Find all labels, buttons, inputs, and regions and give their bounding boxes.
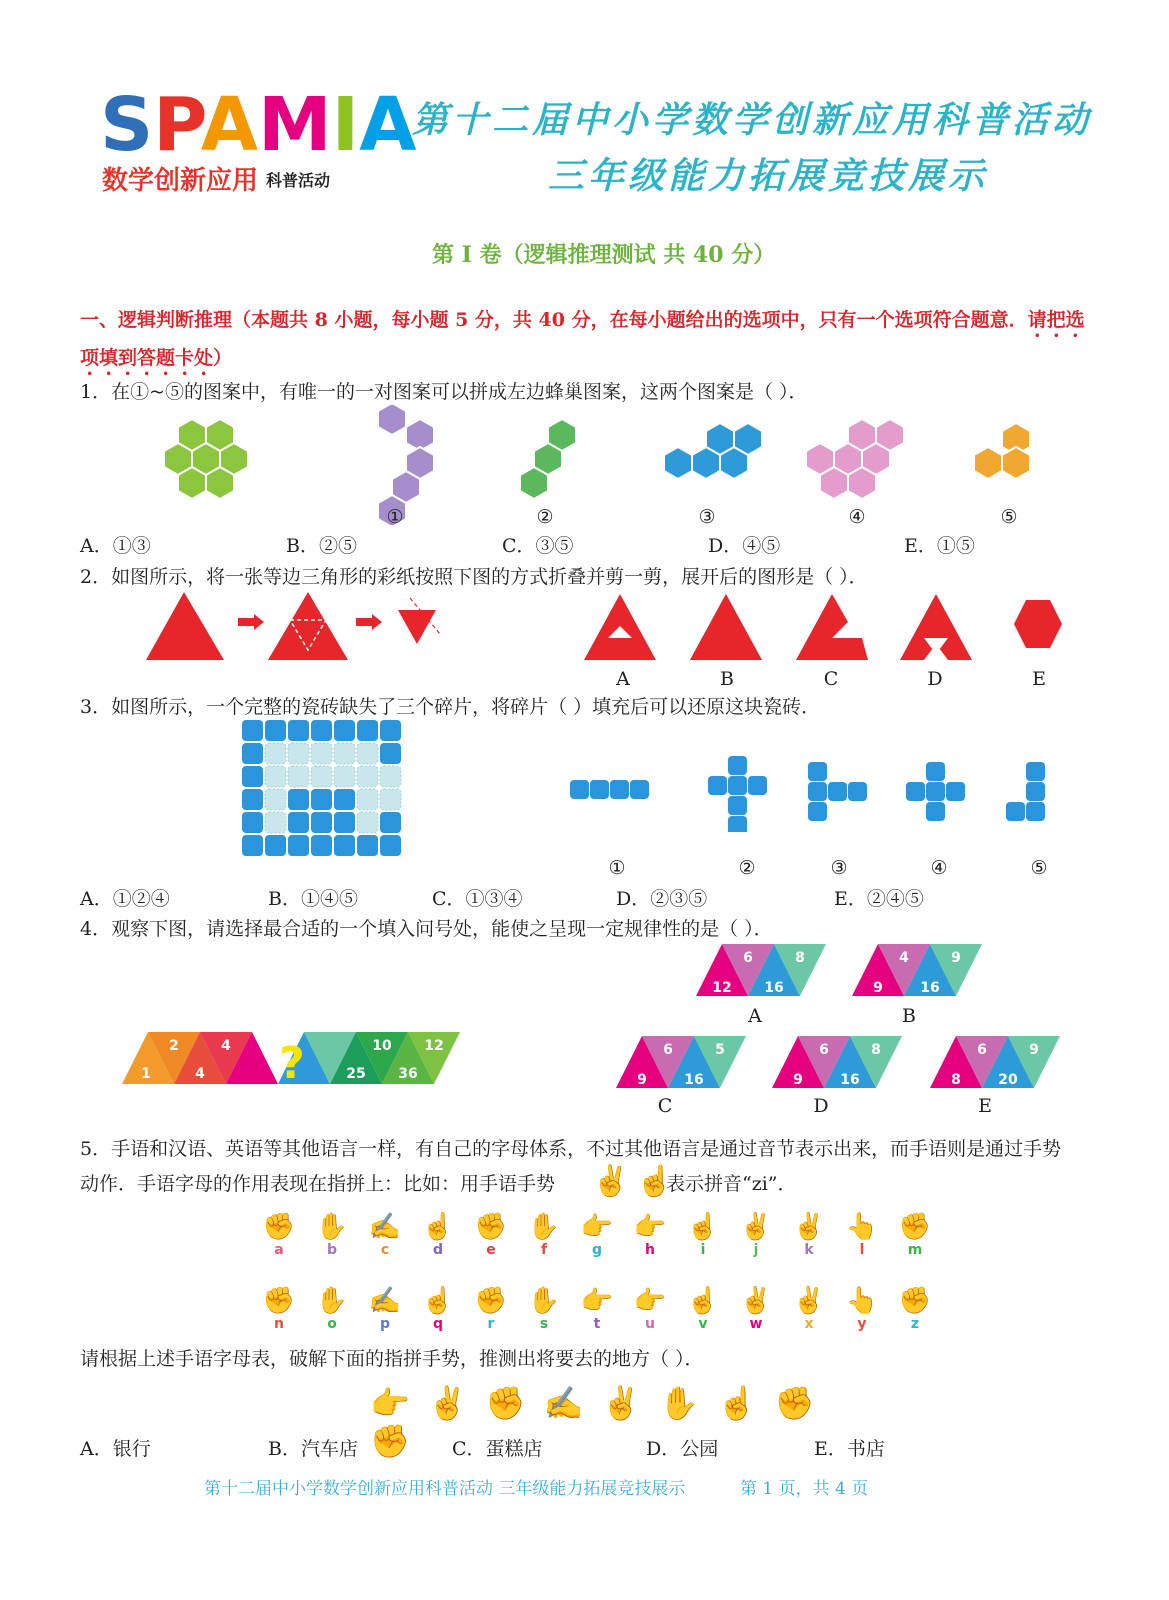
hand-letter-label: j <box>753 1242 759 1258</box>
q4-option-number: 12 <box>712 980 732 996</box>
q4-option-c-shape <box>616 1036 746 1088</box>
hand-letter-label: r <box>487 1316 495 1332</box>
hand-letter-l <box>845 1212 879 1258</box>
q4-option-number: 9 <box>951 950 961 966</box>
q4-label-e: E <box>978 1095 992 1117</box>
q5-text-2b: 表示拼音“zi”． <box>666 1173 797 1195</box>
tile-cell <box>334 766 355 787</box>
q4-option-number: 6 <box>743 950 753 966</box>
q1-option-b[interactable]: B．②⑤ <box>286 535 357 557</box>
q4-option-number: 8 <box>871 1042 881 1058</box>
hand-letter-c <box>368 1212 402 1258</box>
q5-option-b[interactable]: B．汽车店 <box>268 1438 358 1460</box>
q4-option-number: 16 <box>840 1072 860 1088</box>
q3-piece-3-shape <box>808 762 867 821</box>
hand-letter-label: q <box>432 1316 444 1332</box>
q1-label-3: ③ <box>698 506 716 528</box>
q2-text: 2．如图所示，将一张等边三角形的彩纸按照下图的方式折叠并剪一剪，展开后的图形是（ ）． <box>80 566 868 588</box>
hand-letter-label: y <box>857 1316 867 1332</box>
tile-cell <box>288 789 309 810</box>
q2-label-d: D <box>927 668 943 690</box>
hand-n-icon: ✍ <box>543 1384 602 1422</box>
q4-option-number: 9 <box>1029 1042 1039 1058</box>
hand-e-icon: ✊ <box>774 1384 833 1422</box>
hand-letter-x <box>792 1286 826 1332</box>
hand-letter-w <box>739 1286 773 1332</box>
hand-sign-icon: 👉 <box>633 1212 667 1242</box>
hand-sign-icon: ✌ <box>792 1286 826 1316</box>
page-title-line1: 第十二届中小学数学创新应用科普活动 <box>412 99 1093 141</box>
part-heading-emph1: 请把选 <box>1027 309 1085 331</box>
hand-letter-j <box>739 1212 773 1258</box>
hand-letter-y <box>845 1286 879 1332</box>
q2-option-e-shape <box>1014 600 1062 648</box>
q3-tile-figure <box>240 718 404 858</box>
hand-sign-icon: ✊ <box>898 1286 932 1316</box>
hand-letter-i <box>686 1212 720 1258</box>
q3-text: 3．如图所示，一个完整的瓷砖缺失了三个碎片，将碎片（ ）填充后可以还原这块瓷砖． <box>80 696 821 718</box>
hand-letter-b <box>315 1212 349 1258</box>
q4-seq-36: 36 <box>398 1066 418 1082</box>
tile-cell <box>288 766 309 787</box>
hand-letter-label: m <box>907 1242 923 1258</box>
hand-letter-m <box>898 1212 932 1258</box>
hand-letter-label: e <box>486 1242 496 1258</box>
hand-sign-icon: ☝ <box>421 1286 455 1316</box>
hand-letter-label: s <box>539 1316 549 1332</box>
hand-letter-label: f <box>540 1242 548 1258</box>
q1-text: 1．在①~⑤的图案中，有唯一的一对图案可以拼成左边蜂巢图案，这两个图案是（ ）． <box>80 381 808 403</box>
hand-sign-icon: ✋ <box>315 1212 349 1242</box>
hand-letter-label: z <box>910 1316 920 1332</box>
hand-letter-v <box>686 1286 720 1332</box>
q4-text: 4．观察下图，请选择最合适的一个填入问号处，能使之呈现一定规律性的是（ ）． <box>80 918 773 940</box>
hand-letter-p <box>368 1286 402 1332</box>
q4-option-number: 9 <box>637 1072 647 1088</box>
hand-letter-label: a <box>274 1242 284 1258</box>
q3-piece-1-shape <box>570 780 649 799</box>
q3-option-b[interactable]: B．①④⑤ <box>268 888 358 910</box>
q4-sequence-figure <box>118 1028 468 1088</box>
q1-option-c[interactable]: C．③⑤ <box>502 535 574 557</box>
q2-label-c: C <box>823 668 839 690</box>
hand-i2-icon: ☝ <box>717 1384 775 1422</box>
q2-option-c-shape <box>796 594 868 660</box>
q4-option-number: 9 <box>873 980 883 996</box>
logo <box>100 82 417 196</box>
q2-label-e: E <box>1032 668 1046 690</box>
hand-sign-icon: ✊ <box>474 1286 508 1316</box>
hand-sign-icon: ✊ <box>262 1212 296 1242</box>
footer-page-number: 第 1 页，共 4 页 <box>740 1479 869 1499</box>
hand-sign-icon: ✌ <box>739 1212 773 1242</box>
hand-letter-s <box>527 1286 561 1332</box>
hand-letter-g <box>580 1212 614 1258</box>
q4-seq-4b: 4 <box>195 1066 205 1082</box>
hand-letter-n <box>262 1286 296 1332</box>
hand-sign-icon: ✌ <box>739 1286 773 1316</box>
part-heading-text: 一、逻辑判断推理（本题共 8 小题，每小题 5 分，共 40 分，在每小题给出的选项中，只有一个选项符合题意． <box>80 309 1028 331</box>
hand-letter-label: n <box>274 1316 284 1332</box>
q2-option-d-shape <box>900 594 972 660</box>
q4-option-e-shape <box>930 1036 1060 1088</box>
hand-a2-icon: ✊ <box>370 1422 428 1460</box>
hand-letter-t <box>580 1286 614 1332</box>
tile-cell <box>311 835 332 856</box>
hand-sign-icon: ✋ <box>315 1286 349 1316</box>
q4-option-number: 6 <box>663 1042 673 1058</box>
tile-cell <box>380 766 401 787</box>
tile-cell <box>380 720 401 741</box>
logo-text: SPAMIA <box>100 82 417 168</box>
hand-letter-label: x <box>804 1316 814 1332</box>
hand-sign-icon: ✌ <box>792 1212 826 1242</box>
q5-option-e[interactable]: E．书店 <box>814 1438 885 1460</box>
q4-option-number: 20 <box>998 1072 1018 1088</box>
tile-cell <box>357 720 378 741</box>
tile-cell <box>288 812 309 833</box>
q4-option-number: 6 <box>977 1042 987 1058</box>
q4-option-number: 4 <box>899 950 909 966</box>
hand-sign-icon: 👉 <box>580 1212 614 1242</box>
tile-cell <box>242 835 263 856</box>
q4-seq-1: 1 <box>141 1066 151 1082</box>
q4-option-number: 8 <box>795 950 805 966</box>
hand-letter-label: h <box>645 1242 655 1258</box>
q1-figures <box>150 405 1090 525</box>
q2-folding-figure <box>140 588 1080 668</box>
tile-cell <box>357 812 378 833</box>
hand-letter-k <box>792 1212 826 1258</box>
q2-label-b: B <box>720 668 734 690</box>
tile-cell <box>265 789 286 810</box>
q4-option-number: 6 <box>819 1042 829 1058</box>
hand-sign-icon: ✋ <box>527 1212 561 1242</box>
hand-q-icon: 👉 <box>370 1384 428 1422</box>
hand-sign-icon: ✋ <box>527 1286 561 1316</box>
logo-sub: 数学创新应用 <box>102 166 259 196</box>
q3-piece-5-shape <box>1006 762 1045 821</box>
q5-text-2a: 动作．手语字母的作用表现在指拼上：比如：用手语手势 <box>80 1173 556 1195</box>
hand-letter-e <box>474 1212 508 1258</box>
q5-option-a[interactable]: A．银行 <box>80 1438 151 1460</box>
q2-option-b-shape <box>690 594 762 660</box>
hand-letter-h <box>633 1212 667 1258</box>
hand-sign-icon: 👆 <box>845 1212 879 1242</box>
tile-cell <box>380 789 401 810</box>
q1-label-5: ⑤ <box>1000 506 1018 528</box>
hand-sign-icon: ✊ <box>262 1286 296 1316</box>
hand-z-icon: ✌ <box>592 1164 630 1199</box>
hand-letter-d <box>421 1212 455 1258</box>
q2-option-a-shape <box>584 594 656 660</box>
hand-letter-label: k <box>804 1242 814 1258</box>
tile-cell <box>311 766 332 787</box>
tile-cell <box>265 766 286 787</box>
q4-option-d-shape <box>772 1036 902 1088</box>
q3-piece-4-shape <box>906 762 965 821</box>
tile-cell <box>357 835 378 856</box>
tile-cell <box>380 812 401 833</box>
hand-b-icon: ✋ <box>659 1384 718 1422</box>
q4-option-number: 16 <box>764 980 784 996</box>
q3-option-c[interactable]: C．①③④ <box>432 888 523 910</box>
logo-sub2: 科普活动 <box>266 171 331 190</box>
hand-letter-label: o <box>327 1316 337 1332</box>
q1-label-4: ④ <box>848 506 866 528</box>
tile-cell <box>265 720 286 741</box>
q4-label-b: B <box>902 1005 916 1027</box>
q4-option-number: 5 <box>715 1042 725 1058</box>
q4-option-number: 16 <box>684 1072 704 1088</box>
hand-a-icon: ✊ <box>485 1384 544 1422</box>
hand-sign-icon: ✍ <box>368 1286 402 1316</box>
honeycomb-figure <box>164 419 248 499</box>
tile-cell <box>334 720 355 741</box>
piece-3-figure <box>664 423 762 479</box>
tile-cell <box>242 812 263 833</box>
q3-pieces-figure <box>568 752 1058 832</box>
tile-cell <box>265 812 286 833</box>
q5-option-c[interactable]: C．蛋糕店 <box>452 1438 543 1460</box>
hand-sign-icon: 👆 <box>845 1286 879 1316</box>
tile-cell <box>311 743 332 764</box>
q3-label-2: ② <box>738 857 756 879</box>
hand-letter-o <box>315 1286 349 1332</box>
hand-sign-icon: ☝ <box>686 1286 720 1316</box>
tile-cell <box>334 835 355 856</box>
q4-seq-2: 2 <box>169 1038 179 1054</box>
q3-piece-2-shape <box>708 756 767 832</box>
q3-label-5: ⑤ <box>1030 857 1048 879</box>
footer-left: 第十二届中小学数学创新应用科普活动 三年级能力拓展竞技展示 <box>204 1479 686 1499</box>
part-heading <box>80 304 1140 380</box>
hand-sign-icon: 👉 <box>633 1286 667 1316</box>
tile-cell <box>334 743 355 764</box>
q4-seq-12: 12 <box>424 1038 444 1054</box>
hand-letter-z <box>898 1286 932 1332</box>
hand-sign-icon: ✊ <box>898 1212 932 1242</box>
q4-option-b-shape <box>852 944 982 996</box>
q3-option-d[interactable]: D．②③⑤ <box>616 888 708 910</box>
hand-letter-a <box>262 1212 296 1258</box>
tile-cell <box>265 743 286 764</box>
q1-label-1: ① <box>386 506 404 528</box>
hand-letter-r <box>474 1286 508 1332</box>
hand-sign-icon: 👉 <box>580 1286 614 1316</box>
hand-letter-label: b <box>326 1242 338 1258</box>
q4-label-a: A <box>748 1005 762 1027</box>
piece-5-figure <box>974 423 1030 479</box>
part-heading-emph2: 项填到答题卡处 <box>80 347 214 369</box>
q1-option-e[interactable]: E．①⑤ <box>904 535 975 557</box>
hand-u-icon: ✌ <box>427 1384 486 1422</box>
tile-cell <box>334 789 355 810</box>
tile-cell <box>334 812 355 833</box>
page-title-line2: 三年级能力拓展竞技展示 <box>548 155 989 197</box>
hand-letter-label: t <box>593 1316 601 1332</box>
hand-letter-label: c <box>380 1242 390 1258</box>
piece-2-figure <box>520 419 576 499</box>
tile-cell <box>242 766 263 787</box>
hand-letter-label: w <box>749 1316 763 1332</box>
tile-cell <box>380 743 401 764</box>
q2-label-a: A <box>616 668 630 690</box>
hand-sign-icon: ☝ <box>421 1212 455 1242</box>
q3-option-a[interactable]: A．①②④ <box>80 888 170 910</box>
q4-seq-25: 25 <box>346 1066 366 1082</box>
part-heading-end: ） <box>213 347 233 369</box>
q5-option-d[interactable]: D．公园 <box>646 1438 719 1460</box>
q1-option-a[interactable]: A．①③ <box>80 535 151 557</box>
q4-option-number: 8 <box>951 1072 961 1088</box>
tile-cell <box>288 720 309 741</box>
q3-option-e[interactable]: E．②④⑤ <box>834 888 924 910</box>
hand-letter-label: v <box>698 1316 708 1332</box>
tile-cell <box>357 789 378 810</box>
tile-cell <box>242 789 263 810</box>
hand-letter-label: p <box>379 1316 391 1332</box>
q4-option-a-shape <box>696 944 826 996</box>
tile-cell <box>357 743 378 764</box>
q1-label-2: ② <box>536 506 554 528</box>
hand-letter-label: d <box>432 1242 444 1258</box>
q4-option-number: 9 <box>793 1072 803 1088</box>
q4-question-mark: ? <box>279 1038 305 1088</box>
tile-cell <box>311 812 332 833</box>
hand-sign-icon: ✍ <box>368 1212 402 1242</box>
hand-alphabet-row1 <box>262 1212 962 1272</box>
q4-options-figure <box>610 938 1070 1093</box>
hand-i-icon: ☝ <box>636 1164 674 1199</box>
q3-label-1: ① <box>608 857 626 879</box>
q5-text-1: 5．手语和汉语、英语等其他语言一样，有自己的字母体系，不过其他语言是通过音节表示出来，而手语则是通过手势 <box>80 1138 1062 1160</box>
q4-label-c: C <box>657 1095 673 1117</box>
tile-cell <box>380 835 401 856</box>
hand-alphabet-row2 <box>262 1286 962 1346</box>
q4-seq-4a: 4 <box>221 1038 231 1054</box>
piece-4-figure <box>806 419 904 499</box>
tile-cell <box>242 720 263 741</box>
q1-option-d[interactable]: D．④⑤ <box>708 535 781 557</box>
q5-text-3: 请根据上述手语字母表，破解下面的指拼手势，推测出将要去的地方（ ）． <box>80 1348 704 1370</box>
tile-cell <box>265 835 286 856</box>
q3-label-3: ③ <box>830 857 848 879</box>
section-title: 第 I 卷（逻辑推理测试 共 40 分） <box>432 242 776 268</box>
q4-option-number: 16 <box>920 980 940 996</box>
tile-cell <box>357 766 378 787</box>
hand-letter-label: l <box>859 1242 865 1258</box>
hand-sign-icon: ☝ <box>686 1212 720 1242</box>
hand-letter-u <box>633 1286 667 1332</box>
tile-cell <box>311 720 332 741</box>
hand-letter-label: g <box>591 1242 603 1258</box>
tile-cell <box>242 743 263 764</box>
hand-sign-icon: ✊ <box>474 1212 508 1242</box>
tile-cell <box>288 743 309 764</box>
hand-letter-label: u <box>645 1316 655 1332</box>
tile-cell <box>288 835 309 856</box>
hand-letter-f <box>527 1212 561 1258</box>
hand-letter-label: i <box>700 1242 706 1258</box>
q4-label-d: D <box>813 1095 829 1117</box>
hand-letter-q <box>421 1286 455 1332</box>
hand-u2-icon: ✌ <box>601 1384 660 1422</box>
q4-seq-10: 10 <box>372 1038 392 1054</box>
tile-cell <box>311 789 332 810</box>
q3-label-4: ④ <box>930 857 948 879</box>
